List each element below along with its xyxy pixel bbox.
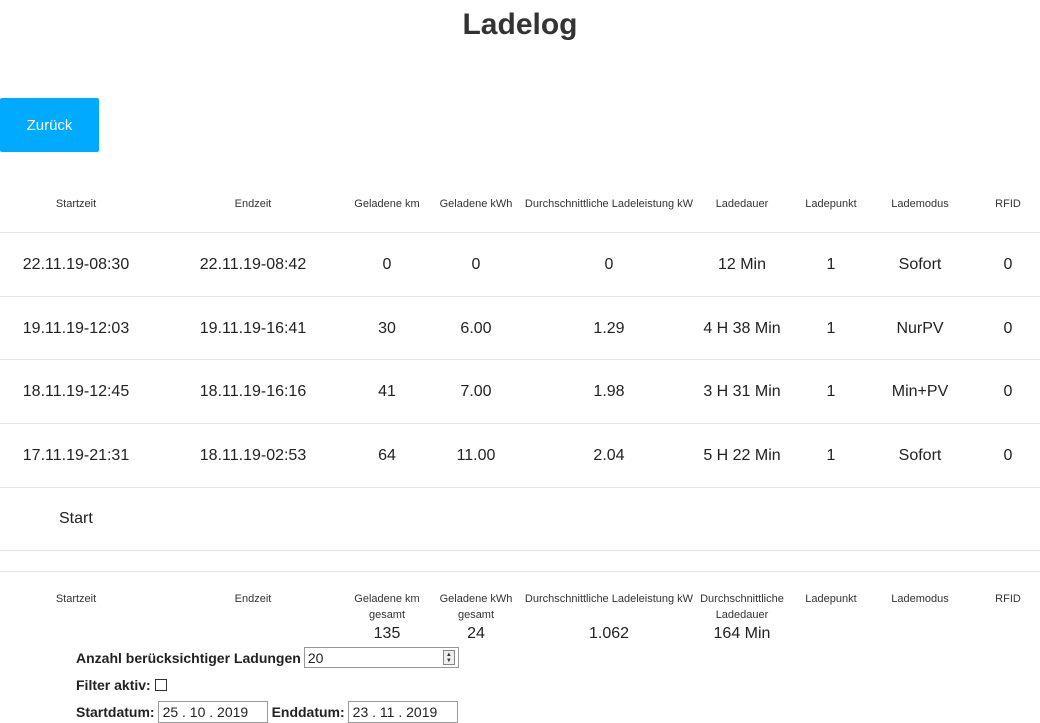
filter-active-row xyxy=(76,677,167,693)
cell-kwh: 7.00 xyxy=(460,383,492,400)
end-date-input[interactable]: 23 . 11 . 2019 xyxy=(348,701,458,723)
summary-header-endzeit: Endzeit xyxy=(234,593,272,605)
cell-endzeit: 18.11.19-02:53 xyxy=(199,447,307,464)
count-input[interactable] xyxy=(304,647,459,668)
cell-mode: NurPV xyxy=(896,320,944,337)
count-value: 20 xyxy=(307,649,324,666)
table-row xyxy=(0,447,1040,467)
row-divider xyxy=(0,550,1040,551)
cell-kwh: 6.00 xyxy=(460,320,492,337)
cell-duration: 12 Min xyxy=(717,256,767,273)
table-row xyxy=(0,320,1040,340)
filter-active-label: Filter aktiv: xyxy=(76,677,151,693)
summary-header-chargepoint: Ladepunkt xyxy=(805,593,857,605)
total-avg-power: 1.062 xyxy=(588,625,630,642)
header-endzeit: Endzeit xyxy=(234,198,272,210)
cell-endzeit: 19.11.19-16:41 xyxy=(199,320,307,337)
cell-rfid: 0 xyxy=(1003,383,1013,400)
cell-endzeit: 18.11.19-16:16 xyxy=(199,383,307,400)
row-divider xyxy=(0,232,1040,233)
cell-avg-power: 1.98 xyxy=(593,383,625,400)
start-date-label: Startdatum: xyxy=(76,704,155,720)
summary-header-duration-line1: Durchschnittliche xyxy=(700,593,784,605)
row-divider xyxy=(0,487,1040,488)
spinner-icon[interactable]: ▲ ▼ xyxy=(443,650,455,665)
cell-duration: 5 H 22 Min xyxy=(703,447,781,464)
cell-duration: 3 H 31 Min xyxy=(703,383,781,400)
summary-header-kwh-line1: Geladene kWh xyxy=(439,593,513,605)
cell-rfid: 0 xyxy=(1003,256,1013,273)
summary-header-km-line1: Geladene km xyxy=(354,593,420,605)
header-chargepoint: Ladepunkt xyxy=(805,198,857,210)
summary-header-rfid: RFID xyxy=(995,593,1021,605)
start-date-input[interactable]: 25 . 10 . 2019 xyxy=(158,701,268,723)
page-title: Ladelog xyxy=(462,8,578,41)
cell-chargepoint: 1 xyxy=(826,256,836,273)
cell-kwh: 11.00 xyxy=(456,447,496,464)
cell-endzeit: 22.11.19-08:42 xyxy=(199,256,307,273)
date-range-row xyxy=(76,701,462,723)
row-divider xyxy=(0,571,1040,572)
cell-km: 0 xyxy=(382,256,392,273)
summary-header-kwh xyxy=(436,591,516,623)
summary-header-km-line2: gesamt xyxy=(368,609,406,621)
row-divider xyxy=(0,423,1040,424)
total-km: 135 xyxy=(373,625,401,642)
cell-km: 41 xyxy=(378,383,396,400)
end-date-label: Enddatum: xyxy=(271,704,345,720)
cell-km: 64 xyxy=(378,447,396,464)
cell-startzeit: 19.11.19-12:03 xyxy=(22,320,130,337)
cell-mode: Min+PV xyxy=(891,383,949,400)
cell-duration: 4 H 38 Min xyxy=(703,320,781,337)
table-row xyxy=(0,256,1040,276)
row-divider xyxy=(0,359,1040,360)
summary-header-avg-power: Durchschnittliche Ladeleistung kW xyxy=(524,593,694,605)
cell-avg-power: 1.29 xyxy=(593,320,625,337)
cell-km: 30 xyxy=(378,320,396,337)
back-button[interactable]: Zurück xyxy=(0,98,99,152)
cell-rfid: 0 xyxy=(1003,447,1013,464)
summary-header-mode: Lademodus xyxy=(891,593,949,605)
count-row xyxy=(76,647,459,668)
cell-mode: Sofort xyxy=(898,256,942,273)
cell-startzeit: 17.11.19-21:31 xyxy=(22,447,130,464)
table-row xyxy=(0,383,1040,403)
cell-mode: Sofort xyxy=(898,447,942,464)
cell-startzeit: 18.11.19-12:45 xyxy=(22,383,130,400)
summary-header-kwh-line2: gesamt xyxy=(457,609,495,621)
header-kwh: Geladene kWh xyxy=(439,198,513,210)
header-duration: Ladedauer xyxy=(715,198,769,210)
header-km: Geladene km xyxy=(354,198,420,210)
cell-rfid: 0 xyxy=(1003,320,1013,337)
summary-header-km xyxy=(347,591,427,623)
summary-header-startzeit: Startzeit xyxy=(55,593,97,605)
header-avg-power: Durchschnittliche Ladeleistung kW xyxy=(524,198,694,210)
header-startzeit: Startzeit xyxy=(55,198,97,210)
cell-kwh: 0 xyxy=(471,256,481,273)
header-mode: Lademodus xyxy=(891,198,949,210)
header-rfid: RFID xyxy=(995,198,1021,210)
filter-active-checkbox[interactable] xyxy=(155,679,167,691)
cell-chargepoint: 1 xyxy=(826,447,836,464)
total-avg-duration: 164 Min xyxy=(713,625,771,642)
summary-header-avg-duration xyxy=(692,591,792,623)
cell-avg-power: 2.04 xyxy=(593,447,625,464)
summary-header-duration-line2: Ladedauer xyxy=(715,609,769,621)
total-kwh: 24 xyxy=(467,625,485,642)
cell-chargepoint: 1 xyxy=(826,383,836,400)
cell-avg-power: 0 xyxy=(604,256,614,273)
start-row-label: Start xyxy=(59,510,93,527)
row-divider xyxy=(0,296,1040,297)
cell-startzeit: 22.11.19-08:30 xyxy=(22,256,130,273)
count-label: Anzahl berücksichtiger Ladungen xyxy=(76,649,301,666)
cell-chargepoint: 1 xyxy=(826,320,836,337)
